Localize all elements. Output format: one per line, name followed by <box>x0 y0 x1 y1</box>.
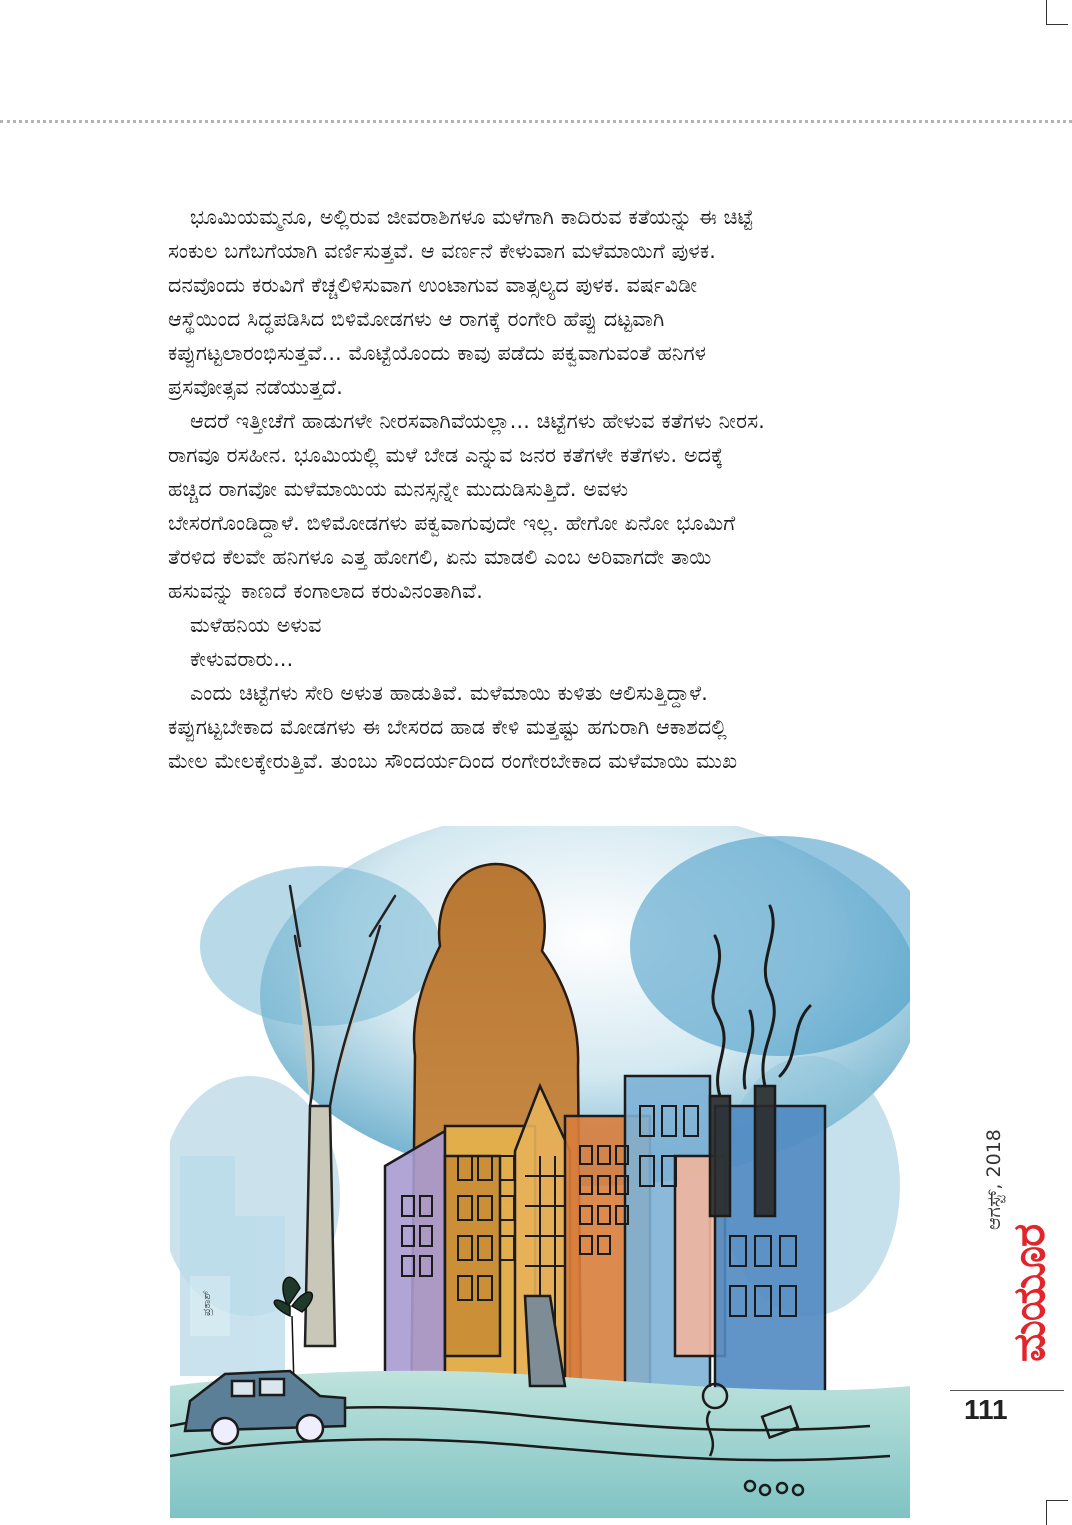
article-line: ಬೇಸರಗೊಂಡಿದ್ದಾಳೆ. ಬಿಳಿಮೋಡಗಳು ಪಕ್ವವಾಗುವುದೇ ಇಲ್ಲ. ಹೇಗೋ ಏನೋ ಭೂಮಿಗೆ <box>168 511 736 535</box>
artist-signature: ಪ್ರಕಾಶ್ <box>200 1290 213 1316</box>
page-number-rule <box>950 1390 1064 1391</box>
article-line: ಕಪ್ಪುಗಟ್ಟಬೇಕಾದ ಮೋಡಗಳು ಈ ಬೇಸರದ ಹಾಡ ಕೇಳಿ ಮತ್ತಷ್ಟು ಹಗುರಾಗಿ ಆಕಾಶದಲ್ಲಿ <box>168 715 727 739</box>
crop-mark-top-horizontal <box>1046 24 1068 25</box>
article-line: ತೆರಳಿದ ಕೆಲವೇ ಹನಿಗಳೂ ಎತ್ತ ಹೋಗಲಿ, ಏನು ಮಾಡಲಿ ಎಂಬ ಅರಿವಾಗದೇ ತಾಯಿ <box>168 545 712 569</box>
crop-mark-top <box>1046 0 1047 24</box>
article-line: ಎಂದು ಚಿಟ್ಟೆಗಳು ಸೇರಿ ಅಳುತ ಹಾಡುತಿವೆ. ಮಳೆಮಾಯಿ ಕುಳಿತು ಆಲಿಸುತ್ತಿದ್ದಾಳೆ. <box>190 681 709 705</box>
article-line: ಭೂಮಿಯಮ್ಮನೂ, ಅಲ್ಲಿರುವ ಜೀವರಾಶಿಗಳೂ ಮಳೆಗಾಗಿ ಕಾದಿರುವ ಕತೆಯನ್ನು ಈ ಚಿಟ್ಟೆ <box>190 205 754 229</box>
header-dotted-rule <box>0 120 1072 123</box>
article-line: ರಾಗವೂ ರಸಹೀನ. ಭೂಮಿಯಲ್ಲಿ ಮಳೆ ಬೇಡ ಎನ್ನುವ ಜನರ ಕತೆಗಳೇ ಕತೆಗಳು. ಅದಕ್ಕೆ <box>168 443 724 467</box>
magazine-logo: ಮಯೂರ <box>1004 1224 1055 1362</box>
crop-mark-bottom <box>1046 1500 1047 1525</box>
page-number: 111 <box>964 1394 1008 1425</box>
poem-line: ಕೇಳುವರಾರು... <box>190 647 294 671</box>
article-line: ಪ್ರಸವೋತ್ಸವ ನಡೆಯುತ್ತದೆ. <box>168 375 343 399</box>
article-line: ದನವೊಂದು ಕರುವಿಗೆ ಕೆಚ್ಚಲಿಳಿಸುವಾಗ ಉಂಟಾಗುವ ವಾತ್ಸಲ್ಯದ ಪುಳಕ. ವರ್ಷವಿಡೀ <box>168 273 698 297</box>
article-line: ಮೇಲ ಮೇಲಕ್ಕೇರುತ್ತಿವೆ. ತುಂಬು ಸೌಂದರ್ಯದಿಂದ ರಂಗೇರಬೇಕಾದ ಮಳೆಮಾಯಿ ಮುಖ <box>168 749 738 773</box>
article-text <box>168 200 918 778</box>
article-line: ಸಂಕುಲ ಬಗೆಬಗೆಯಾಗಿ ವರ್ಣಿಸುತ್ತವೆ. ಆ ವರ್ಣನೆ ಕೇಳುವಾಗ ಮಳೆಮಾಯಿಗೆ ಪುಳಕ. <box>168 239 717 263</box>
buildings <box>385 1076 825 1406</box>
article-line: ಆಸ್ಥೆಯಿಂದ ಸಿದ್ಧಪಡಿಸಿದ ಬಿಳಿಮೋಡಗಳು ಆ ರಾಗಕ್ಕೆ ರಂಗೇರಿ ಹೆಪ್ಪು ದಟ್ಟವಾಗಿ <box>168 307 665 331</box>
city-illustration <box>170 826 910 1518</box>
article-line: ಆದರೆ ಇತ್ತೀಚೆಗೆ ಹಾಡುಗಳೇ ನೀರಸವಾಗಿವೆಯಲ್ಲಾ... ಚಿಟ್ಟೆಗಳು ಹೇಳುವ ಕತೆಗಳು ನೀರಸ. <box>190 409 766 433</box>
article-line: ಹಚ್ಚಿದ ರಾಗವೋ ಮಳೆಮಾಯಿಯ ಮನಸ್ಸನ್ನೇ ಮುದುಡಿಸುತ್ತಿದೆ. ಅವಳು <box>168 477 629 501</box>
article-line: ಕಪ್ಪುಗಟ್ಟಲಾರಂಭಿಸುತ್ತವೆ... ಮೊಟ್ಟೆಯೊಂದು ಕಾವು ಪಡೆದು ಪಕ್ವವಾಗುವಂತೆ ಹನಿಗಳ <box>168 341 707 365</box>
issue-date: ಆಗಸ್ಟ್, 2018 <box>983 1129 1005 1230</box>
article-line: ಹಸುವನ್ನು ಕಾಣದೆ ಕಂಗಾಲಾದ ಕರುವಿನಂತಾಗಿವೆ. <box>168 579 483 603</box>
poem-line: ಮಳೆಹನಿಯ ಅಳುವ <box>190 613 322 637</box>
crop-mark-bottom-horizontal <box>1046 1500 1068 1501</box>
